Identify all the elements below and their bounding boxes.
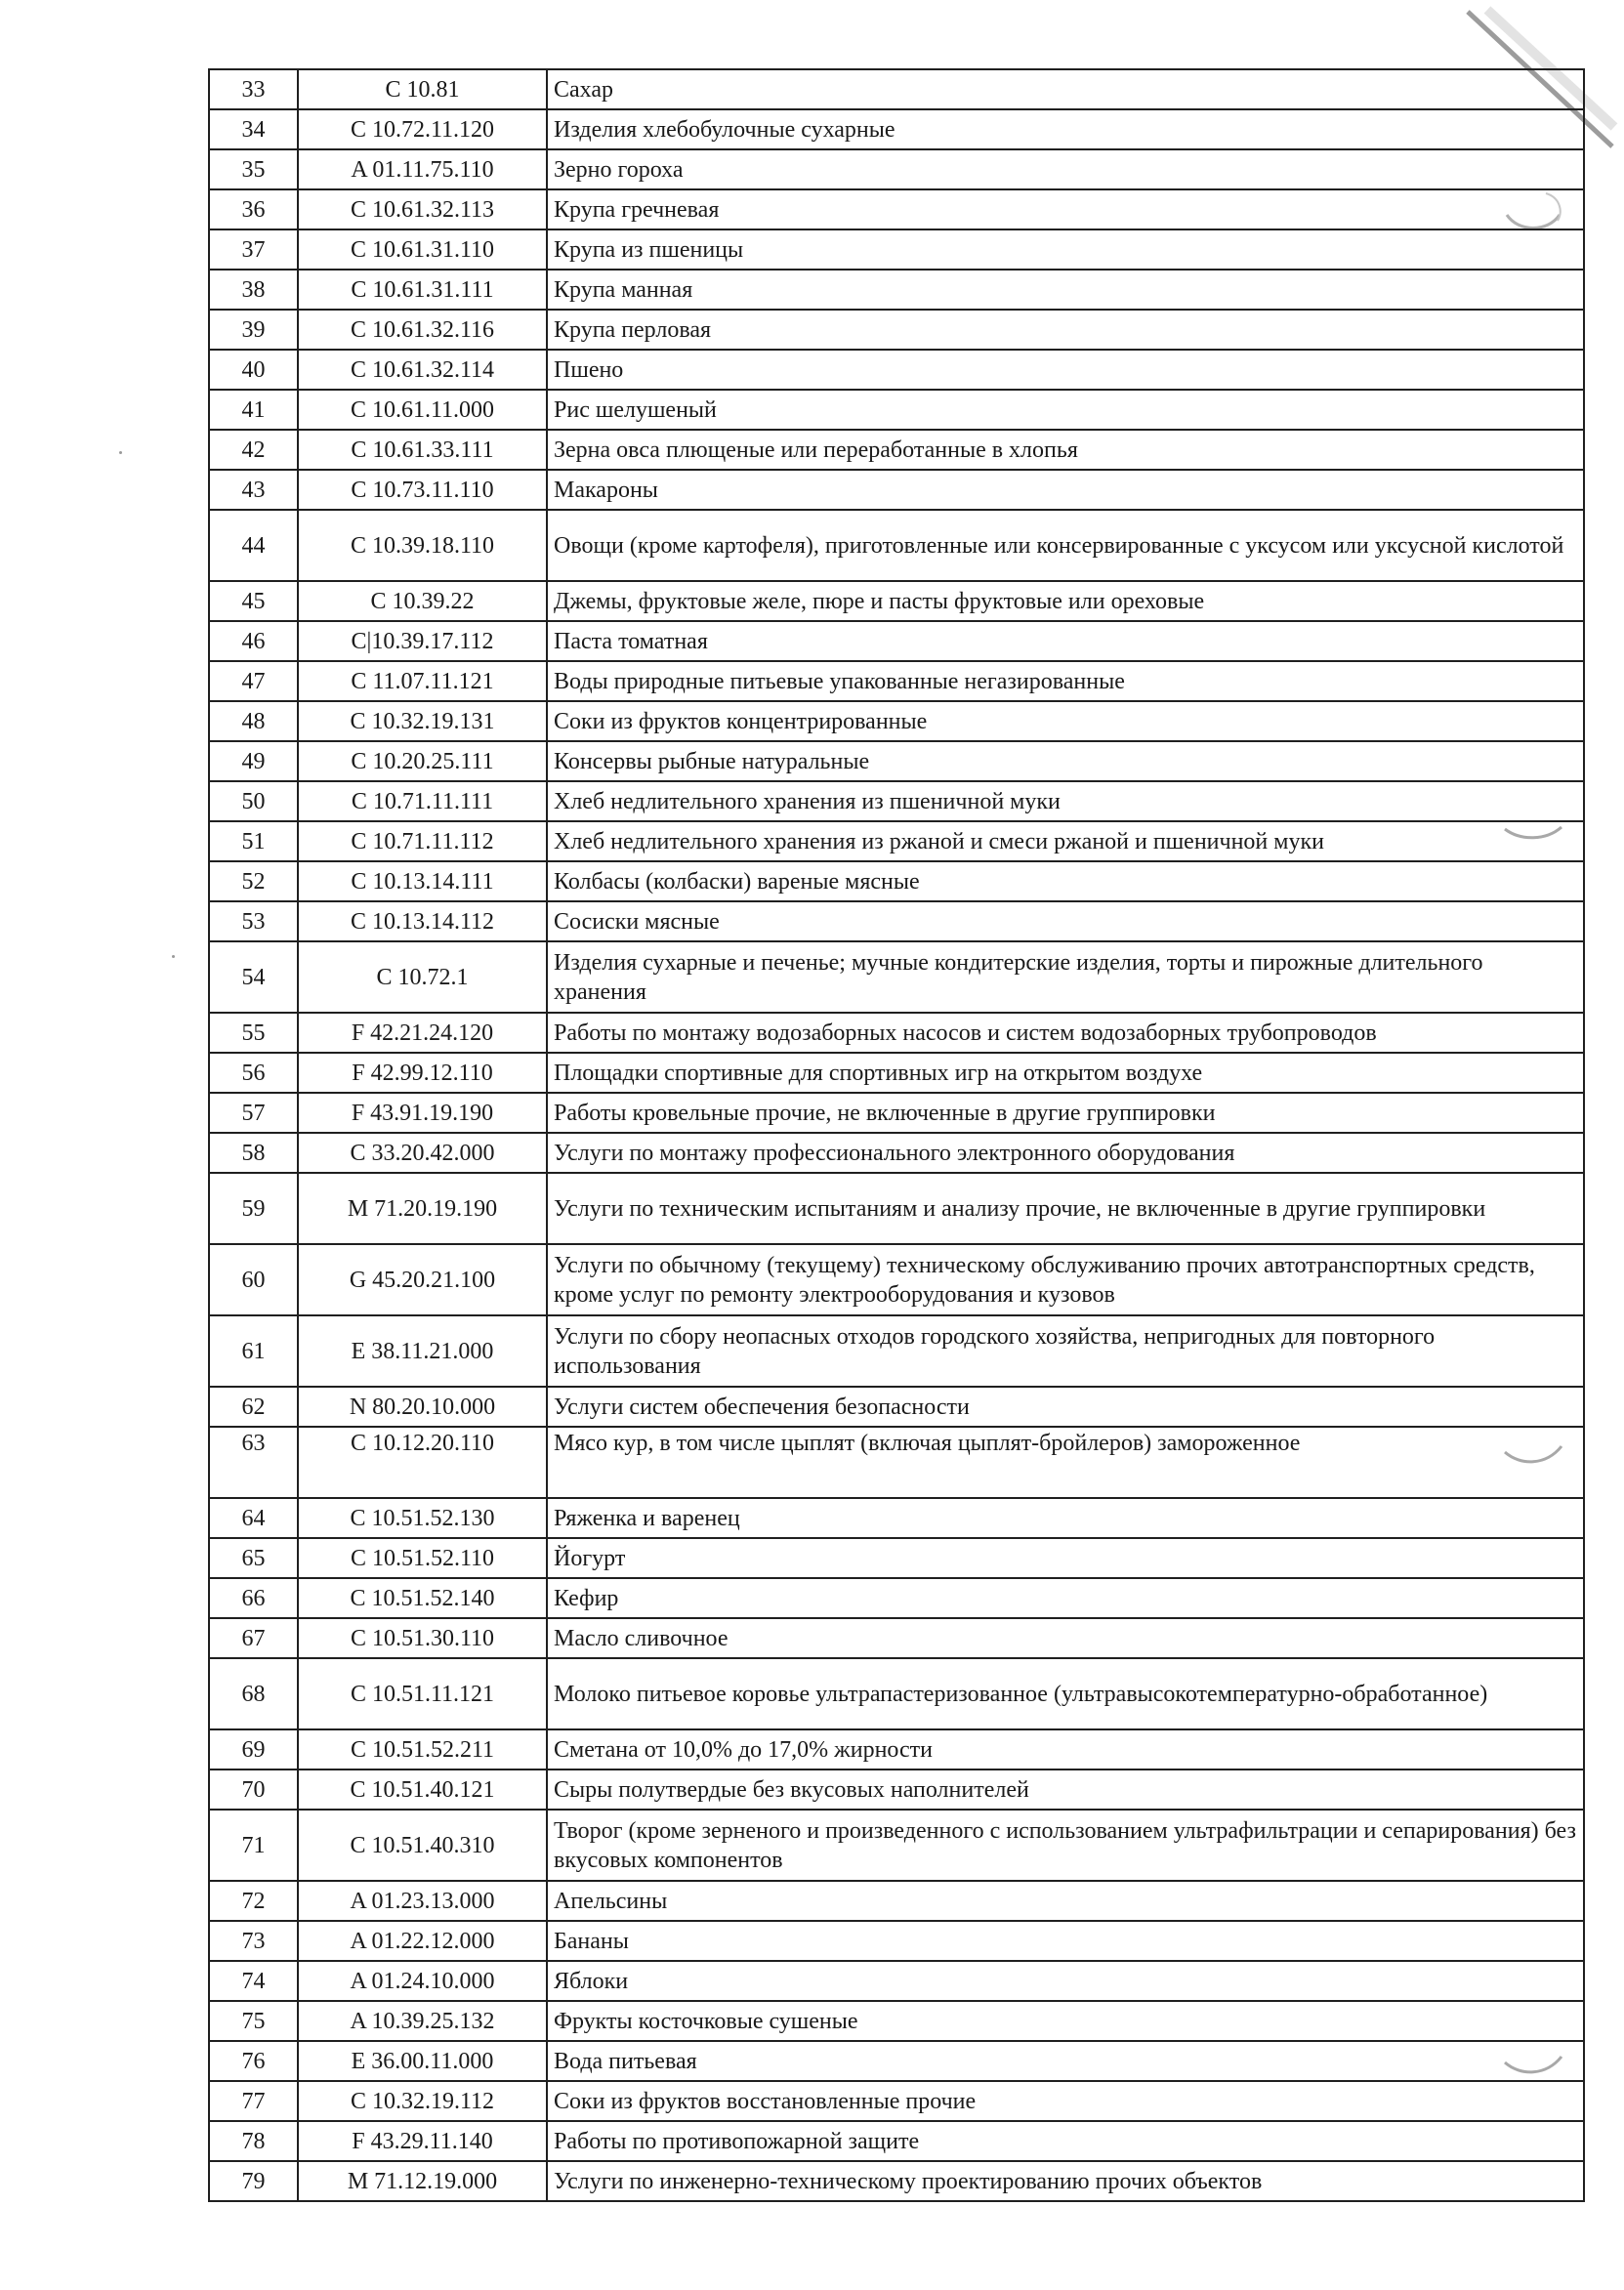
okpd-code: C|10.39.17.112 bbox=[298, 621, 547, 661]
item-name: Джемы, фруктовые желе, пюре и пасты фруктовые или ореховые bbox=[547, 581, 1584, 621]
classification-table bbox=[208, 68, 1585, 2202]
row-number: 40 bbox=[209, 350, 298, 390]
okpd-code: C 10.51.52.130 bbox=[298, 1498, 547, 1538]
table-row bbox=[209, 270, 1584, 310]
okpd-code: C 33.20.42.000 bbox=[298, 1133, 547, 1173]
row-number: 76 bbox=[209, 2041, 298, 2081]
item-name: Услуги по техническим испытаниям и анализу прочие, не включенные в другие группировки bbox=[547, 1173, 1584, 1244]
row-number: 73 bbox=[209, 1921, 298, 1961]
table-row bbox=[209, 1315, 1584, 1387]
item-name: Йогурт bbox=[547, 1538, 1584, 1578]
row-number: 53 bbox=[209, 901, 298, 941]
okpd-code: C 10.73.11.110 bbox=[298, 470, 547, 510]
item-name: Рис шелушеный bbox=[547, 390, 1584, 430]
table-row bbox=[209, 229, 1584, 270]
row-number: 48 bbox=[209, 701, 298, 741]
table-row bbox=[209, 1538, 1584, 1578]
table-row bbox=[209, 581, 1584, 621]
table-row bbox=[209, 149, 1584, 189]
row-number: 47 bbox=[209, 661, 298, 701]
table-row bbox=[209, 701, 1584, 741]
item-name: Работы кровельные прочие, не включенные в другие группировки bbox=[547, 1093, 1584, 1133]
okpd-code: A 01.11.75.110 bbox=[298, 149, 547, 189]
row-number: 59 bbox=[209, 1173, 298, 1244]
okpd-code: C 10.61.32.114 bbox=[298, 350, 547, 390]
item-name: Услуги по обычному (текущему) техническому обслуживанию прочих автотранспортных средств, кроме услуг по ремонту электрооборудования и кузовов bbox=[547, 1244, 1584, 1315]
okpd-code: C 10.51.52.211 bbox=[298, 1729, 547, 1770]
item-name: Яблоки bbox=[547, 1961, 1584, 2001]
row-number: 61 bbox=[209, 1315, 298, 1387]
scan-speck bbox=[172, 955, 175, 958]
okpd-code: A 01.22.12.000 bbox=[298, 1921, 547, 1961]
okpd-code: F 42.99.12.110 bbox=[298, 1053, 547, 1093]
row-number: 34 bbox=[209, 109, 298, 149]
table-row bbox=[209, 1013, 1584, 1053]
item-name: Зерно гороха bbox=[547, 149, 1584, 189]
item-name: Работы по монтажу водозаборных насосов и систем водозаборных трубопроводов bbox=[547, 1013, 1584, 1053]
row-number: 75 bbox=[209, 2001, 298, 2041]
okpd-code: C 10.61.11.000 bbox=[298, 390, 547, 430]
okpd-code: C 10.13.14.112 bbox=[298, 901, 547, 941]
item-name: Бананы bbox=[547, 1921, 1584, 1961]
row-number: 70 bbox=[209, 1770, 298, 1810]
okpd-code: C 10.39.18.110 bbox=[298, 510, 547, 581]
table-row bbox=[209, 2081, 1584, 2121]
row-number: 77 bbox=[209, 2081, 298, 2121]
item-name: Крупа из пшеницы bbox=[547, 229, 1584, 270]
item-name: Крупа гречневая bbox=[547, 189, 1584, 229]
row-number: 56 bbox=[209, 1053, 298, 1093]
okpd-code: C 10.61.32.113 bbox=[298, 189, 547, 229]
okpd-code: A 01.24.10.000 bbox=[298, 1961, 547, 2001]
table-row bbox=[209, 1729, 1584, 1770]
item-name: Сметана от 10,0% до 17,0% жирности bbox=[547, 1729, 1584, 1770]
okpd-code: C 10.61.33.111 bbox=[298, 430, 547, 470]
table-row bbox=[209, 1658, 1584, 1729]
okpd-code: M 71.12.19.000 bbox=[298, 2161, 547, 2201]
table-row bbox=[209, 661, 1584, 701]
table-row bbox=[209, 1770, 1584, 1810]
item-name: Изделия хлебобулочные сухарные bbox=[547, 109, 1584, 149]
item-name: Пшено bbox=[547, 350, 1584, 390]
row-number: 42 bbox=[209, 430, 298, 470]
okpd-code: C 10.51.30.110 bbox=[298, 1618, 547, 1658]
okpd-code: N 80.20.10.000 bbox=[298, 1387, 547, 1427]
okpd-code: C 10.20.25.111 bbox=[298, 741, 547, 781]
item-name: Услуги по инженерно-техническому проектированию прочих объектов bbox=[547, 2161, 1584, 2201]
table-row bbox=[209, 189, 1584, 229]
item-name: Воды природные питьевые упакованные негазированные bbox=[547, 661, 1584, 701]
okpd-code: C 10.61.32.116 bbox=[298, 310, 547, 350]
row-number: 60 bbox=[209, 1244, 298, 1315]
row-number: 36 bbox=[209, 189, 298, 229]
okpd-code: C 10.71.11.112 bbox=[298, 821, 547, 861]
row-number: 49 bbox=[209, 741, 298, 781]
okpd-code: C 10.72.11.120 bbox=[298, 109, 547, 149]
okpd-code: C 10.12.20.110 bbox=[298, 1427, 547, 1498]
table-row bbox=[209, 109, 1584, 149]
row-number: 71 bbox=[209, 1810, 298, 1881]
okpd-code: G 45.20.21.100 bbox=[298, 1244, 547, 1315]
row-number: 35 bbox=[209, 149, 298, 189]
row-number: 39 bbox=[209, 310, 298, 350]
item-name: Колбасы (колбаски) вареные мясные bbox=[547, 861, 1584, 901]
row-number: 58 bbox=[209, 1133, 298, 1173]
okpd-code: A 01.23.13.000 bbox=[298, 1881, 547, 1921]
okpd-code: C 10.51.40.310 bbox=[298, 1810, 547, 1881]
table-row bbox=[209, 2121, 1584, 2161]
row-number: 74 bbox=[209, 1961, 298, 2001]
table-row bbox=[209, 821, 1584, 861]
table-row bbox=[209, 2001, 1584, 2041]
row-number: 55 bbox=[209, 1013, 298, 1053]
row-number: 45 bbox=[209, 581, 298, 621]
okpd-code: C 10.13.14.111 bbox=[298, 861, 547, 901]
row-number: 33 bbox=[209, 69, 298, 109]
row-number: 78 bbox=[209, 2121, 298, 2161]
okpd-code: E 38.11.21.000 bbox=[298, 1315, 547, 1387]
item-name: Услуги по сбору неопасных отходов городского хозяйства, непригодных для повторного использования bbox=[547, 1315, 1584, 1387]
row-number: 50 bbox=[209, 781, 298, 821]
table-row bbox=[209, 350, 1584, 390]
okpd-code: C 11.07.11.121 bbox=[298, 661, 547, 701]
item-name: Макароны bbox=[547, 470, 1584, 510]
item-name: Вода питьевая bbox=[547, 2041, 1584, 2081]
table-row bbox=[209, 1810, 1584, 1881]
row-number: 37 bbox=[209, 229, 298, 270]
okpd-code: C 10.61.31.110 bbox=[298, 229, 547, 270]
table-row bbox=[209, 1961, 1584, 2001]
row-number: 62 bbox=[209, 1387, 298, 1427]
okpd-code: C 10.61.31.111 bbox=[298, 270, 547, 310]
item-name: Хлеб недлительного хранения из ржаной и смеси ржаной и пшеничной муки bbox=[547, 821, 1584, 861]
table-row bbox=[209, 1244, 1584, 1315]
item-name: Работы по противопожарной защите bbox=[547, 2121, 1584, 2161]
item-name: Сыры полутвердые без вкусовых наполнителей bbox=[547, 1770, 1584, 1810]
table-row bbox=[209, 1498, 1584, 1538]
table-row bbox=[209, 1427, 1584, 1498]
row-number: 68 bbox=[209, 1658, 298, 1729]
item-name: Молоко питьевое коровье ультрапастеризованное (ультравысокотемпературно-обработанное) bbox=[547, 1658, 1584, 1729]
table-row bbox=[209, 1881, 1584, 1921]
okpd-code: C 10.32.19.112 bbox=[298, 2081, 547, 2121]
table-row bbox=[209, 781, 1584, 821]
okpd-code: F 42.21.24.120 bbox=[298, 1013, 547, 1053]
item-name: Кефир bbox=[547, 1578, 1584, 1618]
table-row bbox=[209, 621, 1584, 661]
item-name: Мясо кур, в том числе цыплят (включая цыплят-бройлеров) замороженное bbox=[547, 1427, 1584, 1498]
item-name: Сахар bbox=[547, 69, 1584, 109]
okpd-code: C 10.51.11.121 bbox=[298, 1658, 547, 1729]
item-name: Овощи (кроме картофеля), приготовленные или консервированные с уксусом или уксусной кислотой bbox=[547, 510, 1584, 581]
table-body bbox=[209, 69, 1584, 2201]
table-row bbox=[209, 1921, 1584, 1961]
item-name: Крупа манная bbox=[547, 270, 1584, 310]
table-row bbox=[209, 2041, 1584, 2081]
row-number: 67 bbox=[209, 1618, 298, 1658]
okpd-code: M 71.20.19.190 bbox=[298, 1173, 547, 1244]
okpd-code: E 36.00.11.000 bbox=[298, 2041, 547, 2081]
okpd-code: C 10.81 bbox=[298, 69, 547, 109]
okpd-code: C 10.32.19.131 bbox=[298, 701, 547, 741]
table-row bbox=[209, 741, 1584, 781]
item-name: Паста томатная bbox=[547, 621, 1584, 661]
table-row bbox=[209, 1173, 1584, 1244]
item-name: Ряженка и варенец bbox=[547, 1498, 1584, 1538]
table-row bbox=[209, 1133, 1584, 1173]
okpd-code: C 10.71.11.111 bbox=[298, 781, 547, 821]
okpd-code: A 10.39.25.132 bbox=[298, 2001, 547, 2041]
okpd-code: C 10.51.40.121 bbox=[298, 1770, 547, 1810]
okpd-code: C 10.51.52.110 bbox=[298, 1538, 547, 1578]
table-row bbox=[209, 430, 1584, 470]
okpd-code: C 10.51.52.140 bbox=[298, 1578, 547, 1618]
row-number: 72 bbox=[209, 1881, 298, 1921]
row-number: 54 bbox=[209, 941, 298, 1013]
item-name: Зерна овса плющеные или переработанные в хлопья bbox=[547, 430, 1584, 470]
table-row bbox=[209, 510, 1584, 581]
row-number: 44 bbox=[209, 510, 298, 581]
item-name: Услуги по монтажу профессионального электронного оборудования bbox=[547, 1133, 1584, 1173]
item-name: Фрукты косточковые сушеные bbox=[547, 2001, 1584, 2041]
row-number: 64 bbox=[209, 1498, 298, 1538]
row-number: 52 bbox=[209, 861, 298, 901]
okpd-code: F 43.91.19.190 bbox=[298, 1093, 547, 1133]
table-row bbox=[209, 69, 1584, 109]
row-number: 38 bbox=[209, 270, 298, 310]
item-name: Крупа перловая bbox=[547, 310, 1584, 350]
item-name: Соки из фруктов концентрированные bbox=[547, 701, 1584, 741]
table-row bbox=[209, 390, 1584, 430]
row-number: 65 bbox=[209, 1538, 298, 1578]
item-name: Сосиски мясные bbox=[547, 901, 1584, 941]
item-name: Апельсины bbox=[547, 1881, 1584, 1921]
item-name: Консервы рыбные натуральные bbox=[547, 741, 1584, 781]
table-row bbox=[209, 310, 1584, 350]
item-name: Соки из фруктов восстановленные прочие bbox=[547, 2081, 1584, 2121]
okpd-code: F 43.29.11.140 bbox=[298, 2121, 547, 2161]
table-row bbox=[209, 1093, 1584, 1133]
table-row bbox=[209, 2161, 1584, 2201]
table-row bbox=[209, 1578, 1584, 1618]
table-row bbox=[209, 1053, 1584, 1093]
table-row bbox=[209, 861, 1584, 901]
row-number: 46 bbox=[209, 621, 298, 661]
row-number: 79 bbox=[209, 2161, 298, 2201]
table-row bbox=[209, 1387, 1584, 1427]
item-name: Хлеб недлительного хранения из пшеничной муки bbox=[547, 781, 1584, 821]
okpd-code: C 10.72.1 bbox=[298, 941, 547, 1013]
table-row bbox=[209, 470, 1584, 510]
item-name: Творог (кроме зерненого и произведенного с использованием ультрафильтрации и сепарирования) без вкусовых компонентов bbox=[547, 1810, 1584, 1881]
row-number: 57 bbox=[209, 1093, 298, 1133]
row-number: 69 bbox=[209, 1729, 298, 1770]
scan-speck bbox=[119, 451, 122, 454]
row-number: 41 bbox=[209, 390, 298, 430]
table-row bbox=[209, 1618, 1584, 1658]
item-name: Услуги систем обеспечения безопасности bbox=[547, 1387, 1584, 1427]
row-number: 51 bbox=[209, 821, 298, 861]
table-row bbox=[209, 941, 1584, 1013]
row-number: 66 bbox=[209, 1578, 298, 1618]
table-row bbox=[209, 901, 1584, 941]
item-name: Площадки спортивные для спортивных игр на открытом воздухе bbox=[547, 1053, 1584, 1093]
item-name: Изделия сухарные и печенье; мучные кондитерские изделия, торты и пирожные длительного хранения bbox=[547, 941, 1584, 1013]
row-number: 43 bbox=[209, 470, 298, 510]
okpd-code: C 10.39.22 bbox=[298, 581, 547, 621]
item-name: Масло сливочное bbox=[547, 1618, 1584, 1658]
row-number: 63 bbox=[209, 1427, 298, 1498]
